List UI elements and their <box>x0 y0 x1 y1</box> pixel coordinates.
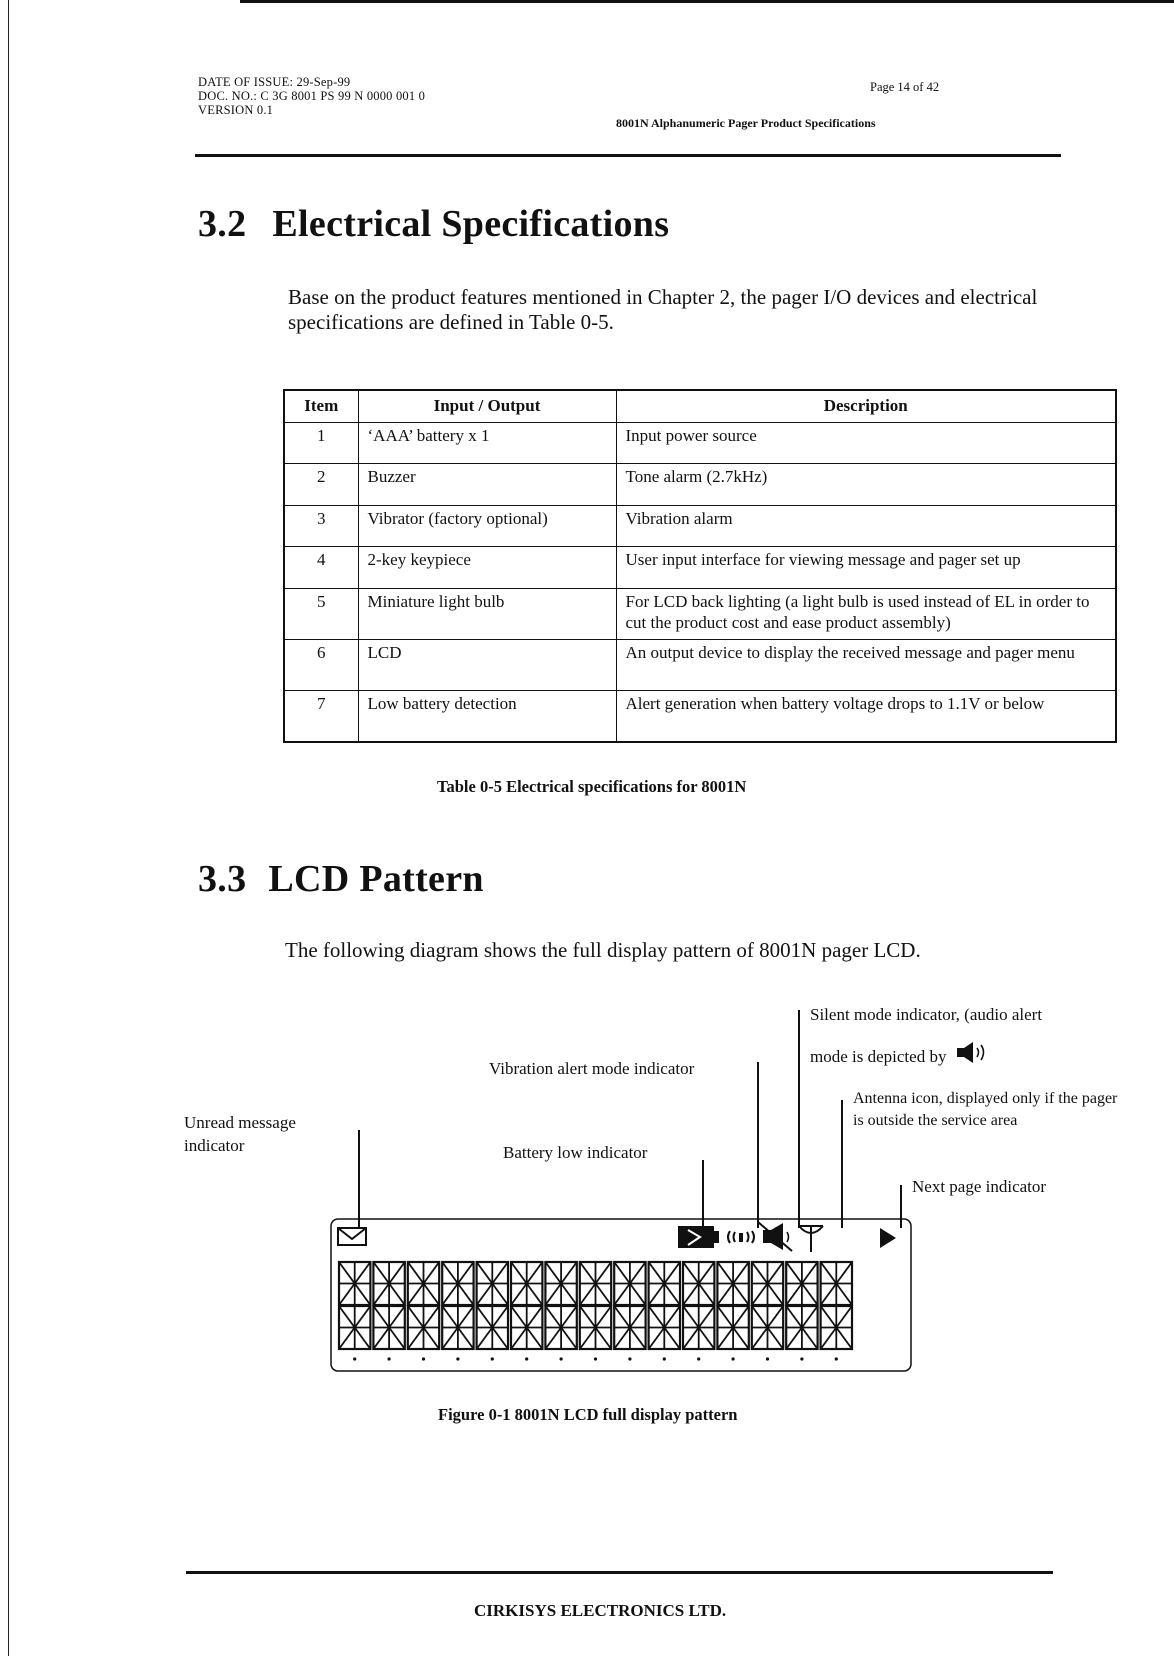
issue-date: DATE OF ISSUE: 29-Sep-99 <box>198 75 351 89</box>
io-cell: Buzzer <box>358 464 616 506</box>
segment <box>477 1284 493 1306</box>
segment <box>699 1262 715 1284</box>
battery-low-icon <box>678 1226 719 1248</box>
segment <box>802 1306 818 1328</box>
decimal-dot <box>697 1357 700 1360</box>
segment <box>561 1262 577 1284</box>
segment <box>752 1306 768 1328</box>
segment <box>786 1262 802 1284</box>
segment <box>511 1306 527 1328</box>
segment <box>596 1284 612 1306</box>
segment <box>664 1284 680 1306</box>
segment <box>492 1306 508 1328</box>
segment <box>768 1262 784 1284</box>
segment <box>733 1262 749 1284</box>
segment <box>373 1262 389 1284</box>
segment <box>733 1284 749 1306</box>
segment <box>786 1306 802 1328</box>
segment <box>717 1262 733 1284</box>
segment <box>821 1328 837 1350</box>
description-cell: Tone alarm (2.7kHz) <box>616 464 1116 506</box>
segment <box>389 1284 405 1306</box>
segment <box>339 1306 355 1328</box>
description-cell: An output device to display the received message and pager menu <box>616 640 1116 691</box>
segment <box>717 1306 733 1328</box>
table-row <box>284 423 1116 464</box>
segment <box>699 1284 715 1306</box>
antenna-icon <box>799 1226 823 1252</box>
speaker-sound-icon <box>955 1040 991 1066</box>
segment <box>527 1262 543 1284</box>
segment <box>768 1328 784 1350</box>
table-caption: Table 0-5 Electrical specifications for 8001N <box>437 777 747 796</box>
segment <box>683 1284 699 1306</box>
section-title: Electrical Specifications <box>272 203 670 245</box>
label-vibration: Vibration alert mode indicator <box>489 1059 695 1078</box>
segment <box>649 1284 665 1306</box>
decimal-dot <box>491 1357 494 1360</box>
segment <box>836 1328 852 1350</box>
label-next-page: Next page indicator <box>912 1177 1047 1196</box>
lcd-intro: The following diagram shows the full display pattern of 8001N pager LCD. <box>285 938 921 962</box>
segment <box>389 1306 405 1328</box>
table-row <box>284 691 1116 742</box>
segment <box>442 1306 458 1328</box>
left-margin-rule <box>8 0 9 1656</box>
segment <box>836 1306 852 1328</box>
decimal-dot <box>422 1357 425 1360</box>
item-cell: 3 <box>284 506 358 547</box>
segment <box>339 1284 355 1306</box>
decimal-dot <box>766 1357 769 1360</box>
segment <box>442 1328 458 1350</box>
segment <box>614 1328 630 1350</box>
character-matrix <box>339 1262 852 1361</box>
segment <box>630 1284 646 1306</box>
segment <box>802 1328 818 1350</box>
table-row <box>284 506 1116 547</box>
segment <box>408 1262 424 1284</box>
segment <box>752 1262 768 1284</box>
top-border-rule <box>240 0 1174 3</box>
label-silent-mode-text: mode is depicted by <box>810 1047 947 1066</box>
segment <box>561 1306 577 1328</box>
segment <box>355 1328 371 1350</box>
segment <box>664 1328 680 1350</box>
segment <box>821 1262 837 1284</box>
segment <box>527 1284 543 1306</box>
table-header-row <box>284 390 1116 423</box>
segment <box>458 1262 474 1284</box>
segment <box>492 1284 508 1306</box>
segment <box>596 1328 612 1350</box>
vibration-icon <box>728 1231 754 1243</box>
segment <box>649 1328 665 1350</box>
label-unread-message: Unread message indicator <box>184 1113 296 1155</box>
segment <box>614 1284 630 1306</box>
io-cell: ‘AAA’ battery x 1 <box>358 423 616 464</box>
segment <box>477 1328 493 1350</box>
section-title: LCD Pattern <box>268 858 484 900</box>
column-header-item: Item <box>284 390 358 423</box>
segment <box>339 1262 355 1284</box>
segment <box>802 1262 818 1284</box>
decimal-dot <box>663 1357 666 1360</box>
column-header-description: Description <box>616 390 1116 423</box>
segment <box>458 1328 474 1350</box>
segment <box>802 1284 818 1306</box>
segment <box>821 1284 837 1306</box>
segment <box>630 1306 646 1328</box>
label-silent-mode-line2 <box>810 1040 991 1068</box>
segment <box>511 1284 527 1306</box>
leader-line-vibration <box>757 1062 759 1228</box>
item-cell: 5 <box>284 589 358 640</box>
segment <box>339 1328 355 1350</box>
segment <box>733 1328 749 1350</box>
decimal-dot <box>732 1357 735 1360</box>
company-name: CIRKISYS ELECTRONICS LTD. <box>474 1601 727 1620</box>
item-cell: 7 <box>284 691 358 742</box>
electrical-spec-table <box>283 389 1117 743</box>
segment <box>596 1262 612 1284</box>
segment <box>545 1262 561 1284</box>
envelope-icon <box>338 1228 366 1245</box>
segment <box>664 1306 680 1328</box>
segment <box>424 1306 440 1328</box>
segment <box>580 1328 596 1350</box>
segment <box>752 1328 768 1350</box>
section-heading-electrical <box>198 202 669 246</box>
table-row <box>284 589 1116 640</box>
segment <box>664 1262 680 1284</box>
description-cell: For LCD back lighting (a light bulb is used instead of EL in order to cut the product cost and ease product assembly) <box>616 589 1116 640</box>
table-row <box>284 464 1116 506</box>
silent-mode-icon <box>758 1222 792 1251</box>
electrical-intro: Base on the product features mentioned in Chapter 2, the pager I/O devices and electrical specifications are defined in Table 0-5. <box>288 285 1038 334</box>
document-header-left <box>198 75 425 117</box>
item-cell: 6 <box>284 640 358 691</box>
segment <box>733 1306 749 1328</box>
segment <box>424 1262 440 1284</box>
segment <box>836 1284 852 1306</box>
segment <box>683 1306 699 1328</box>
header-rule <box>195 154 1061 157</box>
product-title: 8001N Alphanumeric Pager Product Specifications <box>616 116 876 130</box>
io-cell: Miniature light bulb <box>358 589 616 640</box>
segment <box>545 1284 561 1306</box>
segment <box>768 1306 784 1328</box>
segment <box>630 1328 646 1350</box>
label-antenna: Antenna icon, displayed only if the pager is outside the service area <box>853 1090 1118 1129</box>
segment <box>389 1262 405 1284</box>
description-cell: Alert generation when battery voltage drops to 1.1V or below <box>616 691 1116 742</box>
segment <box>717 1328 733 1350</box>
page-number: Page 14 of 42 <box>870 80 940 94</box>
decimal-dot <box>560 1357 563 1360</box>
item-cell: 1 <box>284 423 358 464</box>
decimal-dot <box>353 1357 356 1360</box>
segment <box>511 1328 527 1350</box>
footer-rule <box>186 1571 1053 1574</box>
item-cell: 2 <box>284 464 358 506</box>
segment <box>561 1328 577 1350</box>
version: VERSION 0.1 <box>198 103 274 117</box>
segment <box>477 1262 493 1284</box>
section-heading-lcd <box>198 857 484 901</box>
decimal-dot <box>456 1357 459 1360</box>
label-battery-low: Battery low indicator <box>503 1143 648 1162</box>
segment <box>580 1284 596 1306</box>
description-cell: Vibration alarm <box>616 506 1116 547</box>
description-cell: User input interface for viewing message and pager set up <box>616 547 1116 589</box>
segment <box>717 1284 733 1306</box>
segment <box>511 1262 527 1284</box>
segment <box>614 1306 630 1328</box>
table-row <box>284 640 1116 691</box>
segment <box>527 1306 543 1328</box>
leader-line-unread <box>358 1130 360 1228</box>
segment <box>373 1306 389 1328</box>
segment <box>561 1284 577 1306</box>
segment <box>768 1284 784 1306</box>
segment <box>683 1328 699 1350</box>
segment <box>786 1328 802 1350</box>
segment <box>683 1262 699 1284</box>
decimal-dot <box>525 1357 528 1360</box>
segment <box>408 1328 424 1350</box>
segment <box>424 1328 440 1350</box>
io-cell: Vibrator (factory optional) <box>358 506 616 547</box>
io-cell: 2-key keypiece <box>358 547 616 589</box>
segment <box>596 1306 612 1328</box>
segment <box>492 1262 508 1284</box>
segment <box>699 1328 715 1350</box>
segment <box>545 1306 561 1328</box>
lcd-display-panel <box>330 1218 912 1372</box>
decimal-dot <box>800 1357 803 1360</box>
segment <box>355 1284 371 1306</box>
segment <box>527 1328 543 1350</box>
segment <box>821 1306 837 1328</box>
leader-line-antenna <box>841 1100 843 1228</box>
segment <box>614 1262 630 1284</box>
segment <box>442 1284 458 1306</box>
segment <box>408 1284 424 1306</box>
item-cell: 4 <box>284 547 358 589</box>
segment <box>408 1306 424 1328</box>
io-cell: LCD <box>358 640 616 691</box>
segment <box>836 1262 852 1284</box>
label-silent-mode-line1: Silent mode indicator, (audio alert <box>810 1005 1043 1024</box>
segment <box>477 1306 493 1328</box>
section-number: 3.3 <box>198 858 247 900</box>
segment <box>373 1284 389 1306</box>
segment <box>458 1284 474 1306</box>
segment <box>649 1306 665 1328</box>
decimal-dot <box>628 1357 631 1360</box>
segment <box>580 1262 596 1284</box>
table-row <box>284 547 1116 589</box>
leader-line-silent <box>798 1010 800 1228</box>
next-page-icon <box>880 1228 896 1248</box>
segment <box>389 1328 405 1350</box>
segment <box>355 1306 371 1328</box>
doc-number: DOC. NO.: C 3G 8001 PS 99 N 0000 001 0 <box>198 89 426 103</box>
segment <box>373 1328 389 1350</box>
segment <box>630 1262 646 1284</box>
segment <box>580 1306 596 1328</box>
description-cell: Input power source <box>616 423 1116 464</box>
segment <box>492 1328 508 1350</box>
segment <box>699 1306 715 1328</box>
segment <box>424 1284 440 1306</box>
decimal-dot <box>388 1357 391 1360</box>
segment <box>458 1306 474 1328</box>
segment <box>355 1262 371 1284</box>
decimal-dot <box>835 1357 838 1360</box>
section-number: 3.2 <box>198 203 247 245</box>
segment <box>442 1262 458 1284</box>
segment <box>545 1328 561 1350</box>
io-cell: Low battery detection <box>358 691 616 742</box>
decimal-dot <box>594 1357 597 1360</box>
segment <box>649 1262 665 1284</box>
column-header-io: Input / Output <box>358 390 616 423</box>
segment <box>786 1284 802 1306</box>
figure-caption: Figure 0-1 8001N LCD full display pattern <box>438 1405 738 1424</box>
segment <box>752 1284 768 1306</box>
